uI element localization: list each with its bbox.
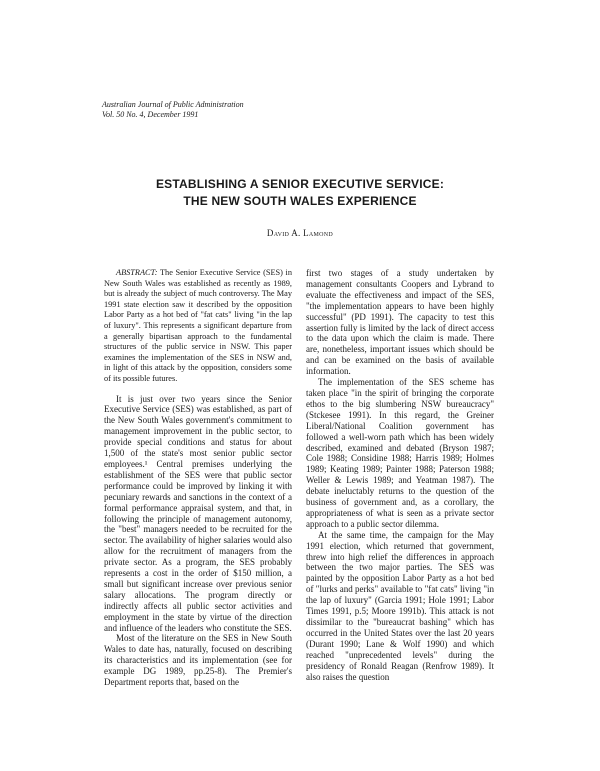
- body-paragraph: At the same time, the campaign for the May 1991 election, which returned that government, threw into high relief the differences in approach between the two major parties. The SES was painted by the opposition Labor Party as a hot bed of "lurks and perks" available to "fat cats" living "in the lap of luxury" (Garcia 1991; Hole 1991; Labor Times 1991, p.5; Moore 1991b). This attack is not dissimilar to the "bureaucrat bashing" which has occurred in the United States over the last 20 years (Durant 1990; Lane & Wolf 1990) and which reached "unprecedented levels" during the presidency of Ronald Reagan (Renfrow 1989). It also raises the question: [306, 529, 494, 682]
- journal-issue: Vol. 50 No. 4, December 1991: [102, 110, 199, 119]
- article-title: [0, 176, 600, 210]
- author-name: David A. Lamond: [266, 228, 334, 238]
- abstract-text: The Senior Executive Service (SES) in New South Wales was established as recently as 1989, but is already the subject of much controversy. The May 1991 state election saw it described by the opposition Labor Party as a hot bed of "fat cats" living "in the lap of luxury". This represents a significant departure from a generally bipartisan approach to the fundamental structures of the public service in NSW. This paper examines the implementation of the SES in NSW and, in light of this attack by the opposition, considers some of its possible futures.: [104, 268, 292, 383]
- body-paragraph: It is just over two years since the Senior Executive Service (SES) was established, as part of the New South Wales government's commitment to management improvement in the public sector, to provide special conditions and status for about 1,500 of the state's most senior public sector employees.¹ Central premises underlying the establishment of the SES were that public sector performance could be improved by linking it with pecuniary rewards and sanctions in the context of a formal performance appraisal system, and that, in following the principle of management autonomy, the "best" managers needed to be recruited for the sector. The availability of higher salaries would also allow for the recruitment of managers from the private sector. As a program, the SES probably represents a cost in the order of $150 million, a small but significant increase over previous senior salary allocations. The program directly or indirectly affects all public sector activities and employment in the state by virtue of the direction and influence of the leaders who constitute the SES.: [104, 393, 292, 633]
- abstract-label: ABSTRACT:: [116, 268, 158, 277]
- body-paragraph: Most of the literature on the SES in New South Wales to date has, naturally, focused on describing its characteristics and its implementation (see for example DG 1989, pp.25-8). The Premier's Department reports that, based on the: [104, 633, 292, 688]
- body-paragraph: The implementation of the SES scheme has taken place "in the spirit of bringing the corporate ethos to the big slumbering NSW bureaucracy" (Stckesee 1991). In this regard, the Greiner Liberal/National Coalition government has followed a well-worn path which has been widely described, examined and debated (Bryson 1987; Cole 1988; Considine 1988; Harris 1989; Holmes 1989; Keating 1989; Painter 1988; Paterson 1988; Weller & Lewis 1989; and Yeatman 1987). The debate ineluctably returns to the question of the business of government and, as a corollary, the appropriateness of what is seen as a private sector approach to a public sector dilemma.: [306, 377, 494, 529]
- title-line-1: ESTABLISHING A SENIOR EXECUTIVE SERVICE:: [155, 177, 445, 191]
- journal-name: Australian Journal of Public Administration: [102, 100, 244, 109]
- journal-header: [102, 100, 244, 120]
- right-column: [306, 268, 494, 682]
- title-line-2: THE NEW SOUTH WALES EXPERIENCE: [183, 194, 417, 208]
- body-paragraph: first two stages of a study undertaken by management consultants Coopers and Lybrand to evaluate the effectiveness and impact of the SES, "the implementation appears to have been highly successful" (PD 1991). The capacity to test this assertion fully is limited by the lack of direct access to the data upon which the claim is made. There are, nonetheless, important issues which should be and can be examined on the basis of available information.: [306, 268, 494, 377]
- left-column: [104, 268, 292, 688]
- abstract: [104, 268, 292, 385]
